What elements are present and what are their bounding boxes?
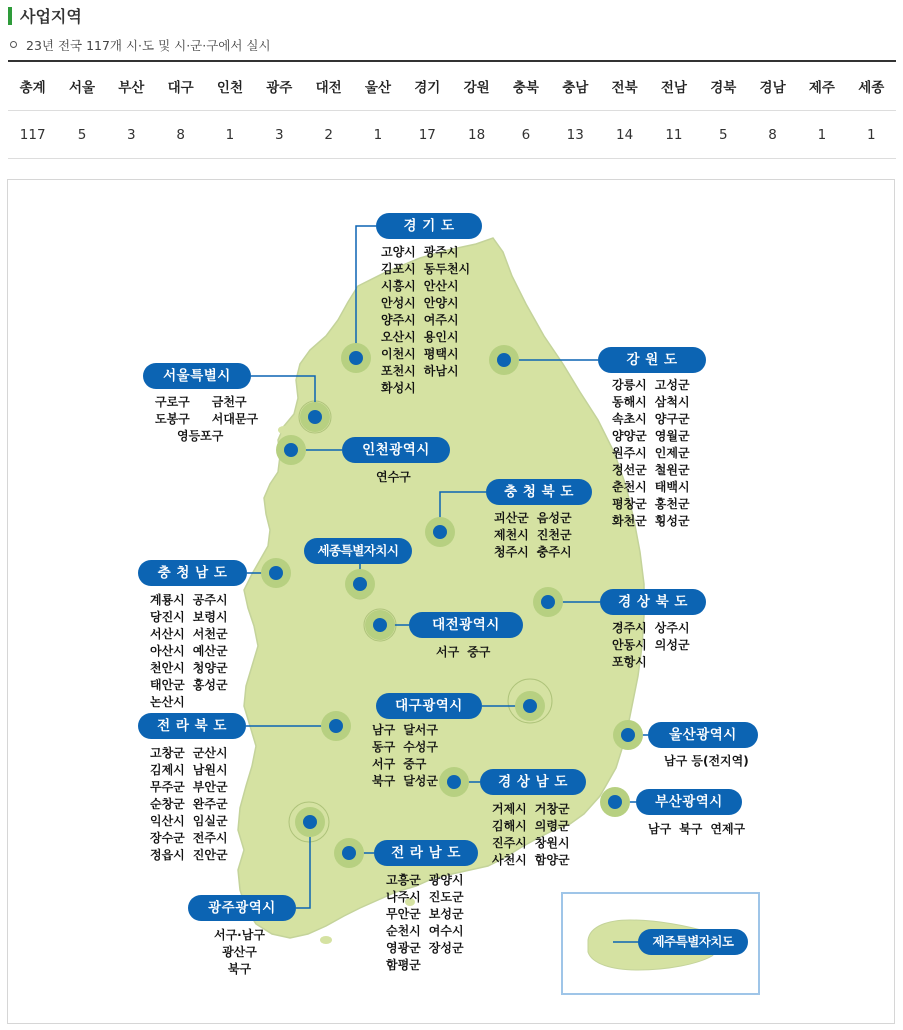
daejeon-district-list xyxy=(436,644,490,661)
list-item: 청주시 xyxy=(494,545,529,559)
list-item: 서산시 xyxy=(150,627,185,641)
region-label-gwangju[interactable]: 광주광역시 xyxy=(188,895,296,921)
table-header-cell: 경남 xyxy=(748,61,797,111)
list-item: 구로구 xyxy=(155,395,190,409)
table-cell: 1 xyxy=(353,111,402,159)
list-item: 아산시 xyxy=(150,644,185,658)
table-header-cell: 충북 xyxy=(501,61,550,111)
list-item: 김제시 xyxy=(150,763,185,777)
list-item: 장수군 xyxy=(150,831,185,845)
region-label-sejong[interactable]: 세종특별자치시 xyxy=(304,538,412,564)
list-item: 김포시 xyxy=(381,262,416,276)
list-item: 양양군 xyxy=(612,429,647,443)
location-pin-icon[interactable] xyxy=(373,618,387,632)
table-header-cell: 서울 xyxy=(57,61,106,111)
page-title: 사업지역 xyxy=(20,7,82,26)
region-label-gyeongnam[interactable]: 경 상 남 도 xyxy=(480,769,586,795)
bullet-icon xyxy=(10,41,17,48)
list-item: 안산시 xyxy=(423,279,459,293)
title-accent-bar xyxy=(8,7,12,25)
location-pin-icon[interactable] xyxy=(329,719,343,733)
list-item: 전주시 xyxy=(192,831,228,845)
region-label-gyeonggi[interactable]: 경 기 도 xyxy=(376,213,482,239)
location-pin-icon[interactable] xyxy=(447,775,461,789)
table-cell: 1 xyxy=(205,111,254,159)
table-cell: 117 xyxy=(8,111,57,159)
list-item: 달서구 xyxy=(403,723,438,737)
list-item: 강릉시 xyxy=(612,378,647,392)
list-item: 양주시 xyxy=(381,313,416,327)
gwangju-district-list xyxy=(214,927,265,978)
location-pin-icon[interactable] xyxy=(349,351,363,365)
list-item: 도봉구 xyxy=(155,412,190,426)
list-item: 진천군 xyxy=(536,528,572,542)
seoul-district-block xyxy=(155,394,258,445)
list-item: 음성군 xyxy=(536,511,572,525)
list-item: 무안군 xyxy=(386,907,421,921)
table-header-cell: 광주 xyxy=(255,61,304,111)
list-item: 광양시 xyxy=(428,873,464,887)
list-item: 고성군 xyxy=(654,378,690,392)
gangwon-city-list xyxy=(612,377,690,530)
list-item: 남구 xyxy=(648,822,672,836)
location-pin-icon[interactable] xyxy=(541,595,555,609)
list-item: 영광군 xyxy=(386,941,421,955)
table-header-cell: 전남 xyxy=(649,61,698,111)
table-cell: 11 xyxy=(649,111,698,159)
list-item: 경주시 xyxy=(612,621,647,635)
list-item: 나주시 xyxy=(386,890,421,904)
location-pin-icon[interactable] xyxy=(353,577,367,591)
list-item: 연수구 xyxy=(376,470,411,484)
list-item: 고흥군 xyxy=(386,873,421,887)
busan-district-list xyxy=(648,821,745,838)
region-label-gyeongbuk[interactable]: 경 상 북 도 xyxy=(600,589,706,615)
location-pin-icon[interactable] xyxy=(497,353,511,367)
list-item: 제천시 xyxy=(494,528,529,542)
list-item: 하남시 xyxy=(423,364,459,378)
list-item: 계룡시 xyxy=(150,593,185,607)
list-item: 함양군 xyxy=(534,853,570,867)
list-item: 장성군 xyxy=(428,941,464,955)
list-item: 시흥시 xyxy=(381,279,416,293)
list-item: 평창군 xyxy=(612,497,647,511)
list-item: 군산시 xyxy=(192,746,228,760)
list-item: 삼척시 xyxy=(654,395,690,409)
list-item: 서구·남구 xyxy=(214,928,265,942)
list-item: 용인시 xyxy=(423,330,459,344)
list-item: 진주시 xyxy=(492,836,527,850)
table-cell: 5 xyxy=(699,111,748,159)
list-item: 완주군 xyxy=(192,797,228,811)
list-item: 창원시 xyxy=(534,836,570,850)
summary-note xyxy=(10,36,271,54)
region-label-busan[interactable]: 부산광역시 xyxy=(636,789,742,815)
location-pin-icon[interactable] xyxy=(308,410,322,424)
table-cell: 1 xyxy=(797,111,846,159)
table-header-row xyxy=(8,61,896,111)
region-label-seoul[interactable]: 서울특별시 xyxy=(143,363,251,389)
list-item: 광주시 xyxy=(423,245,459,259)
table-header-cell: 경기 xyxy=(403,61,452,111)
list-item: 동두천시 xyxy=(423,262,471,276)
gyeonggi-city-list xyxy=(381,244,470,397)
list-item: 철원군 xyxy=(654,463,690,477)
list-item: 순천시 xyxy=(386,924,421,938)
location-pin-icon[interactable] xyxy=(303,815,317,829)
list-item: 남구 xyxy=(372,723,396,737)
list-item: 김해시 xyxy=(492,819,527,833)
table-cell: 13 xyxy=(551,111,600,159)
island-shape xyxy=(320,936,332,944)
list-item: 영월군 xyxy=(654,429,690,443)
region-label-gangwon[interactable]: 강 원 도 xyxy=(598,347,706,373)
list-item: 함평군 xyxy=(386,958,421,972)
list-item: 남구 등(전지역) xyxy=(664,754,749,768)
table-header-cell: 총계 xyxy=(8,61,57,111)
list-item: 보령시 xyxy=(192,610,228,624)
table-cell: 3 xyxy=(255,111,304,159)
list-item: 정읍시 xyxy=(150,848,185,862)
list-item: 보성군 xyxy=(428,907,464,921)
list-item: 광산구 xyxy=(222,945,257,959)
region-label-chungbuk[interactable]: 충 청 북 도 xyxy=(486,479,592,505)
list-item: 순창군 xyxy=(150,797,185,811)
list-item: 북구 xyxy=(227,962,252,976)
gyeongbuk-city-list xyxy=(612,620,690,671)
list-item: 안양시 xyxy=(423,296,459,310)
table-header-cell: 울산 xyxy=(353,61,402,111)
list-item: 오산시 xyxy=(381,330,416,344)
list-item: 상주시 xyxy=(654,621,690,635)
list-item: 수성구 xyxy=(403,740,438,754)
seoul-district-last xyxy=(155,428,258,445)
list-item: 화성시 xyxy=(381,381,416,395)
list-item: 평택시 xyxy=(423,347,459,361)
list-item: 양구군 xyxy=(654,412,690,426)
list-item: 거제시 xyxy=(492,802,527,816)
table-header-cell: 충남 xyxy=(551,61,600,111)
table-cell: 8 xyxy=(156,111,205,159)
region-label-chungnam[interactable]: 충 청 남 도 xyxy=(138,560,247,586)
list-item: 정선군 xyxy=(612,463,647,477)
region-count-table xyxy=(8,60,896,159)
table-cell: 3 xyxy=(107,111,156,159)
list-item: 북구 xyxy=(372,774,396,788)
list-item: 의령군 xyxy=(534,819,570,833)
list-item: 고창군 xyxy=(150,746,185,760)
list-item: 금천구 xyxy=(211,395,247,409)
list-item: 안성시 xyxy=(381,296,416,310)
region-map xyxy=(7,179,895,1024)
list-item: 중구 xyxy=(467,645,491,659)
list-item: 서구 xyxy=(436,645,460,659)
list-item: 연제구 xyxy=(710,822,746,836)
list-item: 영등포구 xyxy=(177,429,224,443)
location-pin-icon[interactable] xyxy=(621,728,635,742)
list-item: 논산시 xyxy=(150,695,185,709)
list-item: 태안군 xyxy=(150,678,185,692)
chungnam-city-list xyxy=(150,592,228,711)
table-header-cell: 대전 xyxy=(304,61,353,111)
summary-note-text: 23년 전국 117개 시·도 및 시·군·구에서 실시 xyxy=(26,38,271,53)
list-item: 서대문구 xyxy=(211,412,259,426)
list-item: 당진시 xyxy=(150,610,185,624)
table-cell: 18 xyxy=(452,111,501,159)
list-item: 임실군 xyxy=(192,814,228,828)
table-header-cell: 제주 xyxy=(797,61,846,111)
list-item: 여수시 xyxy=(428,924,464,938)
table-header-cell: 경북 xyxy=(699,61,748,111)
list-item: 달성군 xyxy=(403,774,438,788)
list-item: 홍천군 xyxy=(654,497,690,511)
location-pin-icon[interactable] xyxy=(342,846,356,860)
list-item: 이천시 xyxy=(381,347,416,361)
list-item: 동해시 xyxy=(612,395,647,409)
list-item: 포천시 xyxy=(381,364,416,378)
list-item: 속초시 xyxy=(612,412,647,426)
region-label-jeju[interactable]: 제주특별자치도 xyxy=(638,929,748,955)
list-item: 동구 xyxy=(372,740,396,754)
list-item: 사천시 xyxy=(492,853,527,867)
list-item: 여주시 xyxy=(423,313,459,327)
list-item: 춘천시 xyxy=(612,480,647,494)
list-item: 안동시 xyxy=(612,638,647,652)
list-item: 홍성군 xyxy=(192,678,228,692)
list-item: 화천군 xyxy=(612,514,647,528)
list-item: 의성군 xyxy=(654,638,690,652)
incheon-district-list xyxy=(376,469,411,486)
list-item: 포항시 xyxy=(612,655,647,669)
island-shape xyxy=(278,426,290,434)
list-item: 인제군 xyxy=(654,446,690,460)
region-label-jeonbuk[interactable]: 전 라 북 도 xyxy=(138,713,246,739)
list-item: 고양시 xyxy=(381,245,416,259)
location-pin-icon[interactable] xyxy=(523,699,537,713)
list-item: 서천군 xyxy=(192,627,228,641)
table-header-cell: 세종 xyxy=(847,61,896,111)
list-item: 진안군 xyxy=(192,848,228,862)
table-cell: 5 xyxy=(57,111,106,159)
table-row xyxy=(8,111,896,159)
jeonnam-city-list xyxy=(386,872,464,974)
seoul-district-list xyxy=(155,394,258,428)
list-item: 공주시 xyxy=(192,593,228,607)
region-label-daejeon[interactable]: 대전광역시 xyxy=(409,612,523,638)
list-item: 괴산군 xyxy=(494,511,529,525)
table-header-cell: 인천 xyxy=(205,61,254,111)
list-item: 무주군 xyxy=(150,780,185,794)
list-item: 중구 xyxy=(403,757,427,771)
list-item: 충주시 xyxy=(536,545,572,559)
location-pin-icon[interactable] xyxy=(608,795,622,809)
chungbuk-city-list xyxy=(494,510,572,561)
daegu-district-list xyxy=(372,722,438,790)
table-header-cell: 부산 xyxy=(107,61,156,111)
table-cell: 17 xyxy=(403,111,452,159)
list-item: 거창군 xyxy=(534,802,570,816)
table-cell: 1 xyxy=(847,111,896,159)
table-cell: 8 xyxy=(748,111,797,159)
list-item: 북구 xyxy=(679,822,703,836)
gyeongnam-city-list xyxy=(492,801,570,869)
list-item: 예산군 xyxy=(192,644,228,658)
table-cell: 2 xyxy=(304,111,353,159)
jeonbuk-city-list xyxy=(150,745,228,864)
list-item: 청양군 xyxy=(192,661,228,675)
table-header-cell: 대구 xyxy=(156,61,205,111)
location-pin-icon[interactable] xyxy=(269,566,283,580)
ulsan-district-list xyxy=(664,753,749,770)
region-label-ulsan[interactable]: 울산광역시 xyxy=(648,722,758,748)
region-label-incheon[interactable]: 인천광역시 xyxy=(342,437,450,463)
list-item: 진도군 xyxy=(428,890,464,904)
table-header-cell: 전북 xyxy=(600,61,649,111)
list-item: 부안군 xyxy=(192,780,228,794)
location-pin-icon[interactable] xyxy=(433,525,447,539)
list-item: 원주시 xyxy=(612,446,647,460)
list-item: 횡성군 xyxy=(654,514,690,528)
list-item: 서구 xyxy=(372,757,396,771)
region-label-jeonnam[interactable]: 전 라 남 도 xyxy=(374,840,478,866)
list-item: 남원시 xyxy=(192,763,228,777)
table-cell: 6 xyxy=(501,111,550,159)
region-label-daegu[interactable]: 대구광역시 xyxy=(376,693,482,719)
location-pin-icon[interactable] xyxy=(284,443,298,457)
table-cell: 14 xyxy=(600,111,649,159)
list-item: 태백시 xyxy=(654,480,690,494)
table-header-cell: 강원 xyxy=(452,61,501,111)
list-item: 천안시 xyxy=(150,661,185,675)
list-item: 익산시 xyxy=(150,814,185,828)
